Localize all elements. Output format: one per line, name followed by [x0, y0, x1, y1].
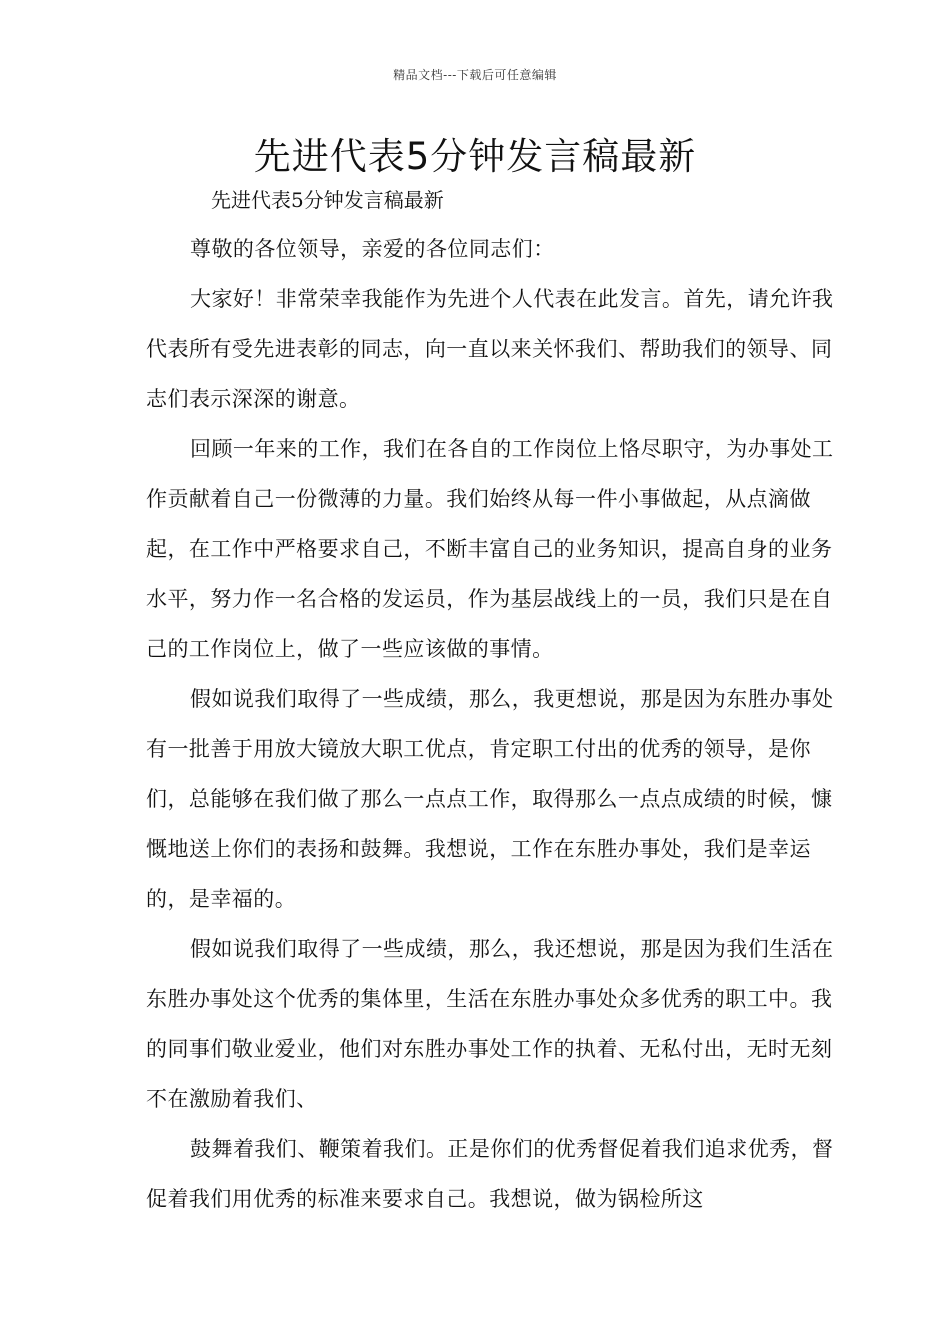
paragraph-leadership: 假如说我们取得了一些成绩，那么，我更想说，那是因为东胜办事处有一批善于用放大镜放大职工优点，肯定职工付出的优秀的领导，是你们，总能够在我们做了那么一点点工作，取得那么一点点成绩的时候，慷慨地送上你们的表扬和鼓舞。我想说，工作在东胜办事处，我们是幸运的，是幸福的。 — [146, 687, 834, 911]
document-body — [146, 224, 846, 1224]
paragraph-review: 回顾一年来的工作，我们在各自的工作岗位上恪尽职守，为办事处工作贡献着自己一份微薄的力量。我们始终从每一件小事做起，从点滴做起，在工作中严格要求自己，不断丰富自己的业务知识，提高自身的业务水平，努力作一名合格的发运员，作为基层战线上的一员，我们只是在自己的工作岗位上，做了一些应该做的事情。 — [146, 437, 834, 661]
paragraph-salutation: 尊敬的各位领导，亲爱的各位同志们： — [190, 237, 555, 261]
document-title: 先进代表5分钟发言稿最新 — [253, 135, 697, 178]
header-note: 精品文档---下载后可任意编辑 — [393, 68, 557, 82]
document-subtitle: 先进代表5分钟发言稿最新 — [211, 188, 444, 212]
paragraph-collective: 假如说我们取得了一些成绩，那么，我还想说，那是因为我们生活在东胜办事处这个优秀的集体里，生活在东胜办事处众多优秀的职工中。我的同事们敬业爱业，他们对东胜办事处工作的执着、无私付出，无时无刻不在激励着我们、 — [146, 937, 834, 1111]
paragraph-greeting: 大家好！非常荣幸我能作为先进个人代表在此发言。首先，请允许我代表所有受先进表彰的同志，向一直以来关怀我们、帮助我们的领导、同志们表示深深的谢意。 — [146, 287, 834, 411]
paragraph-encouragement: 鼓舞着我们、鞭策着我们。正是你们的优秀督促着我们追求优秀，督促着我们用优秀的标准来要求自己。我想说，做为锅检所这 — [146, 1137, 834, 1211]
